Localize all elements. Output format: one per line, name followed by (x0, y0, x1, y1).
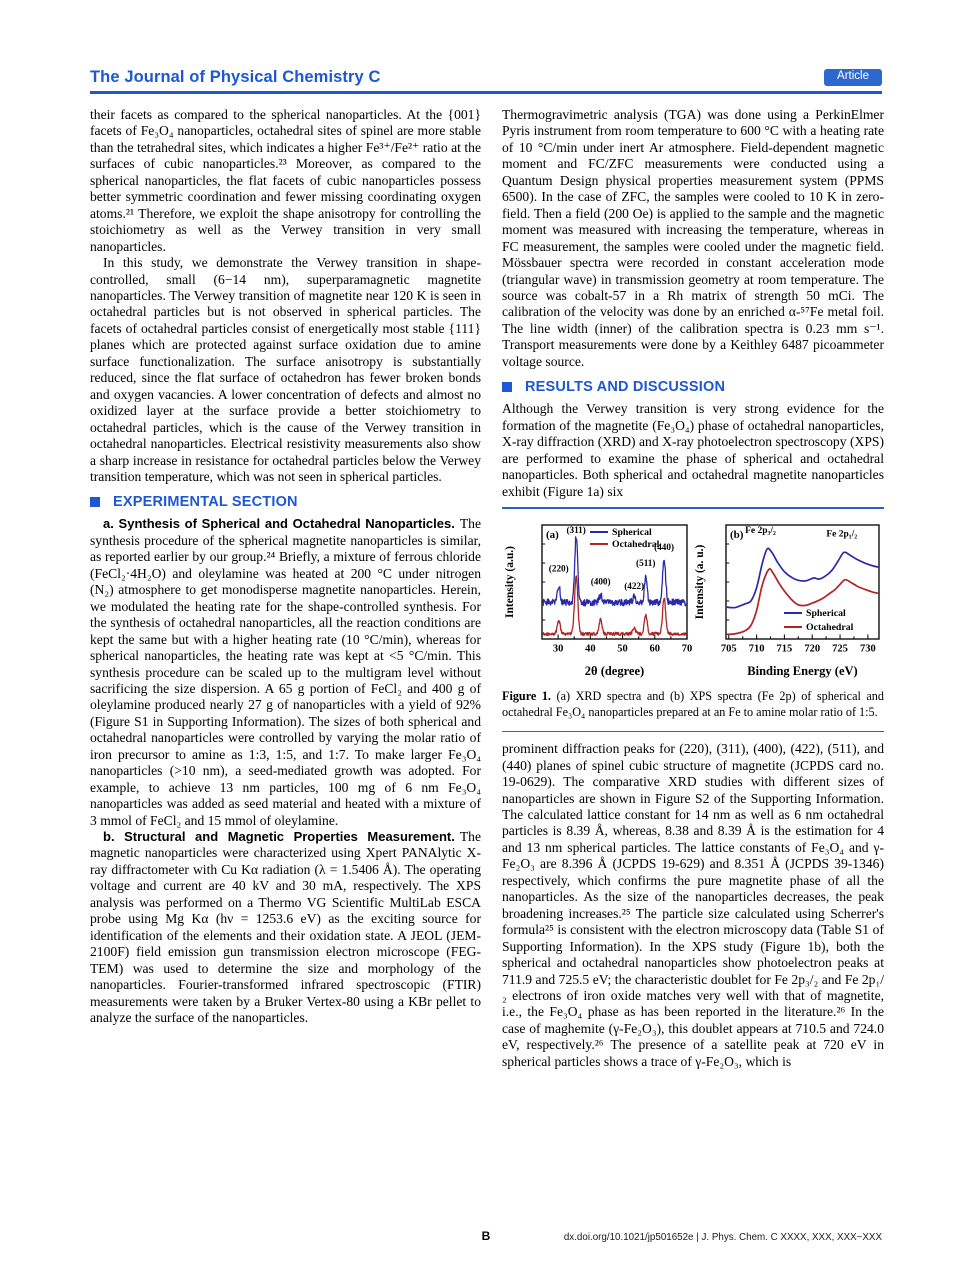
svg-text:(440): (440) (654, 542, 675, 553)
subsection-a-paragraph (90, 516, 481, 829)
xps-chart (692, 519, 884, 680)
body-paragraph: their facets as compared to the spherical nanoparticles. At the {001} facets of Fe₃O₄ nanoparticles, octahedral sites of spinel are more stable than the tetrahedral sites, which indicates a higher Fe³⁺/Fe²⁺ ratio at the surfaces of cubic nanoparticles.²³ Moreover, as compared to the spherical nanoparticles, the flat facets of cubic nanoparticles possess better symmetric coordination and fewer missing coordinating oxygen atoms.²¹ Therefore, we exploit the shape anisotropy for controlling the stoichiometry as well as the Verwey transition in very small nanoparticles. (90, 107, 481, 254)
svg-text:60: 60 (649, 643, 661, 655)
body-paragraph: prominent diffraction peaks for (220), (311), (400), (422), (511), and (440) planes of spinel cubic structure of magnetite (JCPDS card no. 19-0629). The comparative XRD studies with different sizes of nanoparticles are shown in Figure S2 of the Supporting Information. The calculated lattice constant for 14 nm as well as 6 nm octahedral particles is 8.39 Å, whereas, 8.38 and 8.39 Å is the estimation for 4 and 13 nm spherical particles. The lattice constants of Fe₃O₄ and γ-Fe₂O₃ are 8.396 Å (JCPDS 19-629) and 8.351 Å (JCPDS 39-1346) respectively, which confirms the pure magnetite phase of all the nanoparticles. As the size of the nanoparticles decreases, the peak broadening increases.²⁵ The particle size calculated using Scherrer's formula²⁵ is consistent with the electron microscopy data (Table S1 of Supporting Information). In the XPS study (Figure 1b), both the spherical and octahedral nanoparticles show photoelectron peaks at 711.9 and 725.5 eV; the characteristic doublet for Fe 2p₃/₂ and Fe 2p₁/₂ electrons of iron oxide matches very well with that of magnetite, i.e., the Fe₃O₄ phase as has been reported in the literature.²⁶ In the case of maghemite (γ-Fe₂O₃), this doublet appears at 710.5 and 724.0 eV, respectively.²⁶ The presence of a satellite peak at 720 eV in spherical particles shows a trace of γ-Fe₂O₃, which is (502, 741, 884, 1069)
svg-text:(220): (220) (548, 563, 569, 574)
svg-text:720: 720 (804, 643, 821, 655)
left-column (90, 107, 481, 1026)
section-bullet-icon (90, 497, 100, 507)
svg-text:Binding Energy (eV): Binding Energy (eV) (747, 663, 858, 678)
figure-panels (502, 519, 884, 680)
subsection-a-text: The synthesis procedure of the spherical magnetite nanoparticles is similar, as reported earlier by our group.²⁴ Briefly, a mixture of ferrous chloride (FeCl₂·4H₂O) and oleylamine was heated at 200 °C under nitrogen (N₂) atmosphere to get monodisperse magnetite nanoparticles. Herein, we modulated the heating rate for the shape-controlled synthesis. For the synthesis of octahedral nanoparticles, all the reaction conditions are kept the same but with a higher heating rate (10 °C/min), whereas for spherical nanoparticles, the heating rate was kept at <5 °C/min. This synthesis procedure can be scaled up to the multigram level without sacrificing the size dispersion. A 65 g portion of FeCl₂ and 400 g of oleylamine produced nearly 27 g of nanoparticles with a yield of 92% (Figure S1 in Supporting Information). The sizes of both spherical and octahedral nanoparticles were controlled by varying the molar ratio of iron precursor to amine as 1:3, 1:5, and 1:7. To make larger Fe₃O₄ nanoparticles (>10 nm), a seed-mediated growth was adopted. For example, to achieve 13 nm particles, 100 mg of 6 nm Fe₃O₄ nanoparticles was added as seed material and heated with a mixture of 3 mmol of FeCl₂ and 15 mmol of oleylamine. (90, 516, 481, 828)
journal-title: The Journal of Physical Chemistry C (90, 68, 381, 86)
svg-text:(b): (b) (730, 528, 744, 541)
masthead (90, 68, 882, 94)
svg-text:40: 40 (585, 643, 596, 655)
subsection-b-text: The magnetic nanoparticles were characterized using Xpert PANAlytic X-ray diffractometer with Cu Kα radiation (λ = 1.5406 Å). The operating voltage and current are 40 kV and 30 mA, respectively. The XPS analysis was performed on a Thermo VG Scientific MultiLab ESCA probe using Mg Kα (hν = 1253.6 eV) as the exciting source for identification of the elements and their oxidation state. A JEOL (JEM-2100F) field emission gun transmission electron microscope (FEG-TEM) was used to determine the size and morphology of the nanoparticles. Fourier-transformed infrared spectroscopic (FTIR) measurements were taken by a Bruker Vertex-80 using a KBr pellet to analyze the surface of the nanoparticles. (90, 829, 481, 1026)
svg-text:Fe 2p₃/₂: Fe 2p₃/₂ (745, 525, 776, 536)
svg-text:725: 725 (832, 643, 848, 655)
svg-text:(a): (a) (546, 528, 559, 541)
footer-page-letter: B (481, 1229, 491, 1243)
svg-text:50: 50 (617, 643, 628, 655)
page-footer (90, 1229, 882, 1243)
section-heading-results (502, 379, 884, 395)
subsection-b-heading: b. Structural and Magnetic Properties Measurement. (103, 829, 455, 845)
footer-doi: dx.doi.org/10.1021/jp501652e | J. Phys. Chem. C XXXX, XXX, XXX−XXX (563, 1232, 882, 1243)
body-paragraph: Thermogravimetric analysis (TGA) was done using a PerkinElmer Pyris instrument from room temperature to 600 °C with a heating rate of 10 °C/min under inert Ar atmosphere. Field-dependent magnetic moment and FC/ZFC measurements were conducted using a Quantum Design physical properties measurement system (PPMS 6500). In the case of ZFC, the samples were cooled to 10 K in zero-field. Then a field (200 Oe) is applied to the sample and the magnetic moment was measured with increasing the temperature, whereas in FC measurement, the samples were cooled under the magnetic field. Mössbauer spectra were recorded in constant acceleration mode (triangular wave) in transmission geometry at room temperature. The source was cobalt-57 in a Rh matrix of strength 50 mCi. The calibration of the velocity was done by an enriched α-⁵⁷Fe metal foil. The line width (inner) of the calibration spectra is 0.23 mm s⁻¹. Transport measurements were done by a Keithley 6487 picoammeter voltage source. (502, 107, 884, 369)
figure-caption-label: Figure 1. (502, 688, 551, 703)
svg-text:705: 705 (720, 643, 737, 655)
svg-text:70: 70 (681, 643, 692, 655)
section-title: RESULTS AND DISCUSSION (525, 379, 726, 396)
body-paragraph: In this study, we demonstrate the Verwey transition in shape-controlled, small (6−14 nm), superparamagnetic magnetite nanoparticles. The Verwey transition of magnetite near 120 K is seen in octahedral particles but is not observed in spherical particles. The facets of octahedral particles consist of energetically most stable {111} planes which are protected against surface oxidation due to amine surface functionalization. The surface anisotropy is substantially reduced, since the flat surface of octahedron has fewer broken bonds and oxygen vacancies. A lower concentration of defects and almost no oxidized layer at the surface provide a better stoichiometry to octahedral particles, which is the cause of the Verwey transition in octahedral nanoparticles. Electrical resistivity measurements also show a sharp increase in resistance for octahedral particles below the Verwey transition temperature, which was not seen in spherical particles. (90, 255, 481, 484)
svg-text:710: 710 (748, 643, 765, 655)
right-column (502, 107, 884, 1070)
header-rule (90, 91, 882, 94)
svg-text:Spherical: Spherical (806, 607, 846, 619)
subsection-b-paragraph (90, 829, 481, 1026)
svg-text:Octahedral: Octahedral (806, 621, 854, 633)
figure-1 (502, 507, 884, 732)
svg-text:2θ (degree): 2θ (degree) (584, 663, 645, 678)
subsection-a-heading: a. Synthesis of Spherical and Octahedral Nanoparticles. (103, 516, 455, 532)
body-paragraph: Although the Verwey transition is very strong evidence for the formation of the magnetite (Fe₃O₄) phase of octahedral nanoparticles, X-ray diffraction (XRD) and X-ray photoelectron spectroscopy (XPS) are performed to examine the phase of spherical and octahedral nanoparticles. Both spherical and octahedral magnetite nanoparticles exhibit (Figure 1a) six (502, 401, 884, 499)
svg-text:(311): (311) (566, 524, 586, 535)
xrd-chart (502, 519, 692, 680)
svg-text:Fe 2p₁/₂: Fe 2p₁/₂ (826, 529, 858, 540)
svg-text:30: 30 (552, 643, 564, 655)
svg-text:Intensity (a. u.): Intensity (a. u.) (694, 544, 706, 620)
svg-text:Spherical: Spherical (612, 526, 652, 538)
svg-text:Octahedral: Octahedral (612, 538, 660, 550)
section-bullet-icon (502, 382, 512, 392)
figure-caption-text: (a) XRD spectra and (b) XPS spectra (Fe 2p) of spherical and octahedral Fe₃O₄ nanoparticles prepared at an Fe to amine molar ratio of 1:5. (502, 688, 884, 719)
svg-text:Intensity (a.u.): Intensity (a.u.) (504, 546, 516, 618)
svg-text:715: 715 (776, 643, 793, 655)
svg-text:730: 730 (859, 643, 876, 655)
article-badge[interactable]: Article (824, 69, 882, 87)
figure-caption (502, 689, 884, 720)
svg-text:(400): (400) (590, 576, 611, 587)
section-title: EXPERIMENTAL SECTION (113, 494, 298, 511)
svg-text:(511): (511) (636, 558, 656, 569)
masthead-row (90, 68, 882, 87)
svg-text:(422): (422) (624, 580, 645, 591)
section-heading-experimental (90, 494, 481, 510)
